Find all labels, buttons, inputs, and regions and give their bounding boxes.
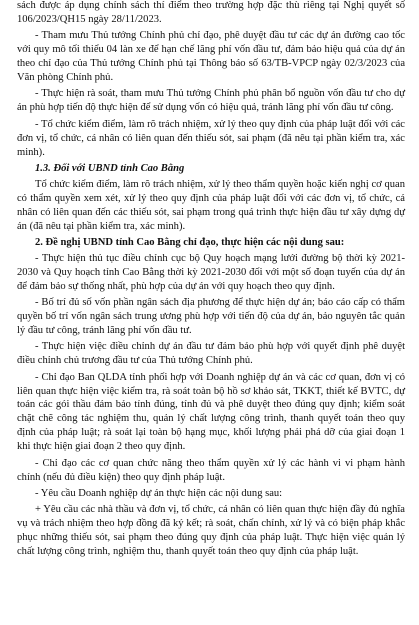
paragraph: sách được áp dụng chính sách thí điểm theo trường hợp đặc thù riêng tại Nghị quyết số 106/2023/QH15 ngày 28/11/2023.	[17, 0, 405, 25]
paragraph: + Yêu cầu các nhà thầu và đơn vị, tổ chức, cá nhân có liên quan thực hiện đầy đủ nghĩa vụ và trách nhiệm theo hợp đồng đã ký kết; rà soát, chấn chỉnh, xử lý và có biện pháp khắc phục những thiếu sót, sai phạm theo đúng quy định của pháp luật. Thực hiện việc quản lý chất lượng công trình, nghiệm thu, thanh quyết toán theo quy định của pháp luật.	[17, 504, 405, 558]
section-heading: 2. Đề nghị UBND tỉnh Cao Bằng chỉ đạo, thực hiện các nội dung sau:	[35, 237, 345, 248]
paragraph: - Yêu cầu Doanh nghiệp dự án thực hiện các nội dung sau:	[35, 487, 283, 499]
section-heading: 1.3. Đối với UBND tỉnh Cao Bằng	[35, 162, 185, 174]
paragraph: - Chỉ đạo các cơ quan chức năng theo thẩm quyền xử lý các hành vi vi phạm hành chính (nếu đủ điều kiện) theo quy định pháp luật.	[17, 457, 405, 483]
paragraph: Tổ chức kiểm điểm, làm rõ trách nhiệm, xử lý theo thẩm quyền hoặc kiến nghị cơ quan có thẩm quyền xem xét, xử lý theo quy định của pháp luật đối với các đơn vị, tổ chức, cá nhân có liên quan đến các thiếu sót, sai phạm trong quá trình thực hiện đầu tư xây dựng dự án (đã nêu tại phần kiểm tra, xác minh).	[17, 178, 405, 232]
paragraph: - Thực hiện rà soát, tham mưu Thủ tướng Chính phủ phân bổ nguồn vốn đầu tư cho dự án phù hợp tiến độ thực hiện để sử dụng vốn có hiệu quả, tránh lãng phí vốn đầu tư công.	[17, 88, 405, 114]
paragraph: - Chỉ đạo Ban QLDA tỉnh phối hợp với Doanh nghiệp dự án và các cơ quan, đơn vị có liên quan thực hiện việc kiểm tra, rà soát toàn bộ hồ sơ khảo sát, TKKT, thiết kế BVTC, dự toán các gói thầu đảm bảo tính đúng, tính đủ và phê duyệt theo đúng quy định; kiểm soát chặt chẽ công tác nghiệm thu, quản lý chất lượng công trình, thanh quyết toán theo quy định của pháp luật; rà soát lại toàn bộ hạng mục, khối lượng phải phá dỡ của giai đoạn 1 khi thực hiện giai đoạn 2 theo quy định.	[17, 371, 405, 453]
paragraph: - Bố trí đủ số vốn phần ngân sách địa phương để thực hiện dự án; báo cáo cấp có thẩm quyền bố trí vốn ngân sách trung ương phù hợp với tiến độ của dự án, bảo nguyên tắc quản lý đầu tư công, tránh lãng phí vốn đầu tư.	[17, 297, 405, 336]
paragraph: - Tổ chức kiểm điểm, làm rõ trách nhiệm, xử lý theo quy định của pháp luật đối với các đơn vị, tổ chức, cá nhân có liên quan đến thiếu sót, sai phạm (đã nêu tại phần kiểm tra, xác minh).	[17, 118, 405, 158]
paragraph: - Thực hiện thủ tục điều chỉnh cục bộ Quy hoạch mạng lưới đường bộ thời kỳ 2021-2030 và Quy hoạch tỉnh Cao Bằng thời kỳ 2021-2030 đối với một số đoạn tuyến của dự án để đảm bảo sự thống nhất, phù hợp của dự án với quy hoạch theo quy định.	[17, 252, 405, 292]
paragraph: - Tham mưu Thủ tướng Chính phủ chỉ đạo, phê duyệt đầu tư các dự án đường cao tốc với quy mô tối thiểu 04 làn xe để hạn chế lãng phí vốn đầu tư, đảm bảo hiệu quả của dự án theo chỉ đạo của Thủ tướng Chính phủ tại Thông báo số 63/TB-VPCP ngày 02/3/2023 của Văn phòng Chính phủ.	[17, 30, 405, 84]
paragraph: - Thực hiện việc điều chỉnh dự án đầu tư đảm bảo phù hợp với quyết định phê duyệt điều chỉnh chủ trương đầu tư của Thủ tướng Chính phủ.	[17, 341, 405, 367]
